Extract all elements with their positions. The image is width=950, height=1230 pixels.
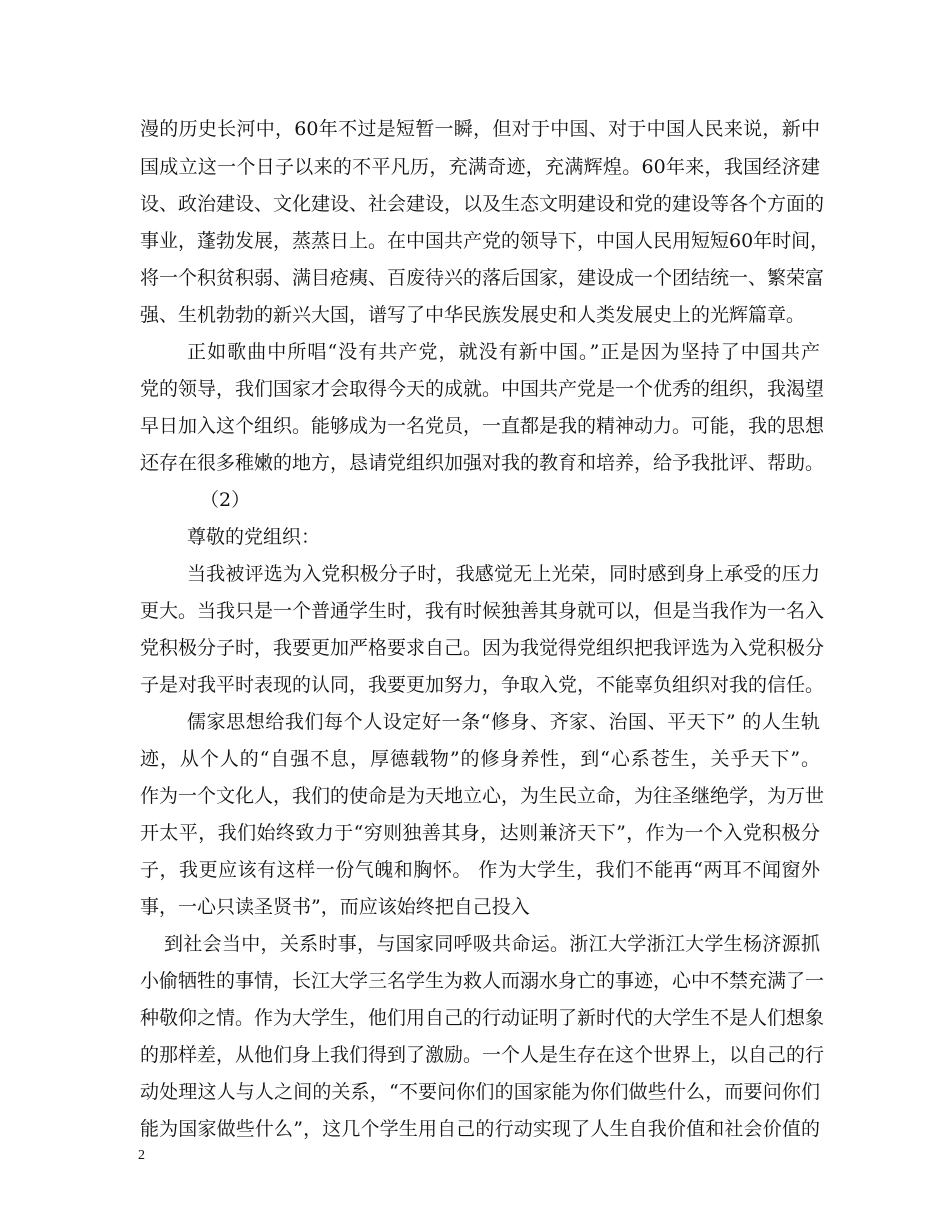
body-text-line: 到社会当中，关系时事，与国家同呼吸共命运。浙江大学浙江大学生杨济源抓: [164, 933, 820, 955]
body-text-line: 小偷牺牲的事情，长江大学三名学生为救人而溺水身亡的事迹，心中不禁充满了一: [140, 970, 825, 992]
page-number: 2: [138, 1148, 145, 1163]
body-text-line: 国成立这一个日子以来的不平凡历，充满奇迹，充满辉煌。60年来，我国经济建: [140, 156, 820, 178]
body-text-line: 将一个积贫积弱、满目疮痍、百废待兴的落后国家，建设成一个团结统一、繁荣富: [140, 267, 825, 289]
body-text-line: 作为一个文化人，我们的使命是为天地立心，为生民立命，为往圣继绝学，为万世: [140, 785, 825, 807]
body-text-line: 漫的历史长河中，60年不过是短暂一瞬，但对于中国、对于中国人民来说，新中: [140, 118, 820, 140]
body-text-line: 事业，蓬勃发展，蒸蒸日上。在中国共产党的领导下，中国人民用短短60年时间，: [140, 230, 830, 252]
body-text-line: 设、政治建设、文化建设、社会建设，以及生态文明建设和党的建设等各个方面的: [140, 193, 825, 215]
body-text-line: 迹，从个人的“自强不息，厚德载物”的修身养性，到“心系苍生，关乎天下”。: [140, 748, 820, 770]
body-text-line: 还存在很多稚嫩的地方，恳请党组织加强对我的教育和培养，给予我批评、帮助。: [140, 452, 825, 474]
body-text-line: 子，我更应该有这样一份气魄和胸怀。 作为大学生，我们不能再“两耳不闻窗外: [140, 859, 820, 881]
body-text-line: 能为国家做些什么”，这几个学生用自己的行动实现了人生自我价值和社会价值的: [140, 1118, 820, 1140]
body-text-line: 动处理这人与人之间的关系，“不要问你们的国家能为你们做些什么，而要问你们: [140, 1081, 820, 1103]
body-text-line: 种敬仰之情。作为大学生，他们用自己的行动证明了新时代的大学生不是人们想象: [140, 1007, 825, 1029]
body-text-line: 当我被评选为入党积极分子时，我感觉无上光荣，同时感到身上承受的压力: [187, 563, 820, 585]
body-text-line: 正如歌曲中所唱“没有共产党，就没有新中国。”正是因为坚持了中国共产: [187, 341, 820, 363]
body-text-line: 事，一心只读圣贤书”，而应该始终把自己投入: [140, 896, 530, 918]
salutation: 尊敬的党组织：: [187, 526, 321, 548]
body-text-line: 更大。当我只是一个普通学生时，我有时候独善其身就可以，但是当我作为一名入: [140, 600, 825, 622]
body-text-line: 党的领导，我们国家才会取得今天的成就。中国共产党是一个优秀的组织，我渴望: [140, 378, 825, 400]
body-text-line: 儒家思想给我们每个人设定好一条“修身、齐家、治国、平天下” 的人生轨: [187, 711, 820, 733]
body-text-line: 开太平，我们始终致力于“穷则独善其身，达则兼济天下”，作为一个入党积极分: [140, 822, 820, 844]
body-text-line: 的那样差，从他们身上我们得到了激励。一个人是生存在这个世界上，以自己的行: [140, 1044, 825, 1066]
body-text-line: 子是对我平时表现的认同，我要更加努力，争取入党，不能辜负组织对我的信任。: [140, 674, 825, 696]
body-text-line: 党积极分子时，我要更加严格要求自己。因为我觉得党组织把我评选为入党积极分: [140, 637, 825, 659]
body-text-line: 早日加入这个组织。能够成为一名党员，一直都是我的精神动力。可能，我的思想: [140, 415, 825, 437]
section-label: （2）: [200, 489, 251, 511]
body-text-line: 强、生机勃勃的新兴大国，谱写了中华民族发展史和人类发展史上的光辉篇章。: [140, 304, 806, 326]
